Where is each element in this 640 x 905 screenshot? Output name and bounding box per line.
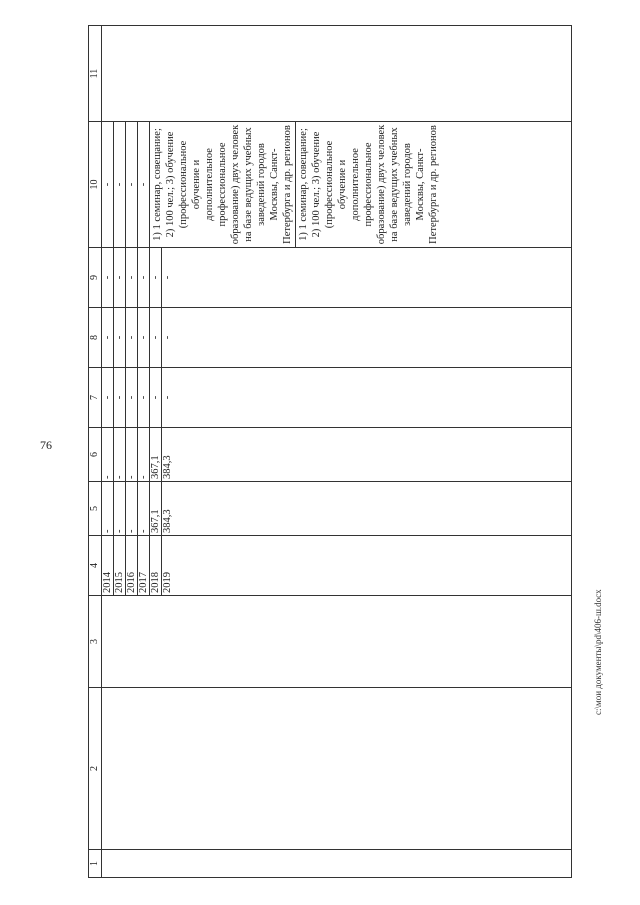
c10-2019-text: 1) 1 семинар, совещание; 2) 100 чел.; 3) обучение (профессиональное обучение и дополнительное профессиональное образование) двух человек на базе ведущих учебных заведений городов Москвы, Санкт-Петербурга и др. регионов: [298, 124, 439, 245]
col2-cell: [102, 688, 572, 850]
col6-cell: [102, 428, 572, 482]
col-num-6: 6: [89, 428, 102, 482]
col-num-3: 3: [89, 596, 102, 688]
table-body-row: [102, 26, 572, 878]
year-2016: 2016: [126, 536, 138, 595]
c9-2015: -: [114, 248, 126, 307]
c10-2015: -: [114, 122, 126, 247]
year-2017: 2017: [138, 536, 150, 595]
col11-cell: [102, 26, 572, 122]
c8-2017: -: [138, 308, 150, 367]
c10-2017: -: [138, 122, 150, 247]
c7-2014: -: [102, 368, 114, 427]
page-number: 76: [40, 438, 52, 452]
col5-cell: [102, 482, 572, 536]
col-num-5: 5: [89, 482, 102, 536]
c5-2017: -: [138, 482, 150, 535]
c6-2019: 384,3: [162, 455, 173, 479]
col8-cell: [102, 308, 572, 368]
c6-2015: -: [114, 428, 126, 481]
c6-2018: 367,1: [150, 428, 162, 481]
col-num-4: 4: [89, 536, 102, 596]
c9-2018: -: [150, 248, 162, 307]
c8-2016: -: [126, 308, 138, 367]
col9-cell: [102, 248, 572, 308]
col-num-7: 7: [89, 368, 102, 428]
c9-2014: -: [102, 248, 114, 307]
year-2014: 2014: [102, 536, 114, 595]
year-2018: 2018: [150, 536, 162, 595]
c8-2018: -: [150, 308, 162, 367]
c5-2016: -: [126, 482, 138, 535]
c5-2015: -: [114, 482, 126, 535]
c7-2016: -: [126, 368, 138, 427]
year-2019: 2019: [162, 572, 173, 593]
c8-2019: -: [162, 335, 173, 340]
c5-2019: 384,3: [162, 509, 173, 533]
c6-2017: -: [138, 428, 150, 481]
col7-cell: [102, 368, 572, 428]
col3-cell: [102, 596, 572, 688]
col-num-2: 2: [89, 688, 102, 850]
c9-2019: -: [162, 275, 173, 280]
c7-2018: -: [150, 368, 162, 427]
data-table: [88, 25, 572, 878]
col-num-11: 11: [89, 26, 102, 122]
year-2015: 2015: [114, 536, 126, 595]
c6-2016: -: [126, 428, 138, 481]
c9-2016: -: [126, 248, 138, 307]
c7-2019: -: [162, 395, 173, 400]
c10-2018-text: 1) 1 семинар, совещание; 2) 100 чел.; 3) обучение (профессиональное обучение и дополнительное профессиональное образование) двух человек на базе ведущих учебных заведений городов Москвы, Санкт-Петербурга и др. регионов: [150, 122, 296, 247]
col4-cell: [102, 536, 572, 596]
c8-2015: -: [114, 308, 126, 367]
footer-file-path: c:\мои документы\pd\406-ш.docx: [593, 589, 603, 715]
c6-2014: -: [102, 428, 114, 481]
c10-2014: -: [102, 122, 114, 247]
c10-2016: -: [126, 122, 138, 247]
c7-2015: -: [114, 368, 126, 427]
col-num-10: 10: [89, 122, 102, 248]
c5-2014: -: [102, 482, 114, 535]
col1-cell: [102, 850, 572, 878]
c5-2018: 367,1: [150, 482, 162, 535]
c7-2017: -: [138, 368, 150, 427]
c8-2014: -: [102, 308, 114, 367]
col-num-8: 8: [89, 308, 102, 368]
col-num-1: 1: [89, 850, 102, 878]
col10-cell: [102, 122, 572, 248]
rotated-table-container: [88, 26, 572, 878]
column-number-row: [89, 26, 102, 878]
col-num-9: 9: [89, 248, 102, 308]
c9-2017: -: [138, 248, 150, 307]
